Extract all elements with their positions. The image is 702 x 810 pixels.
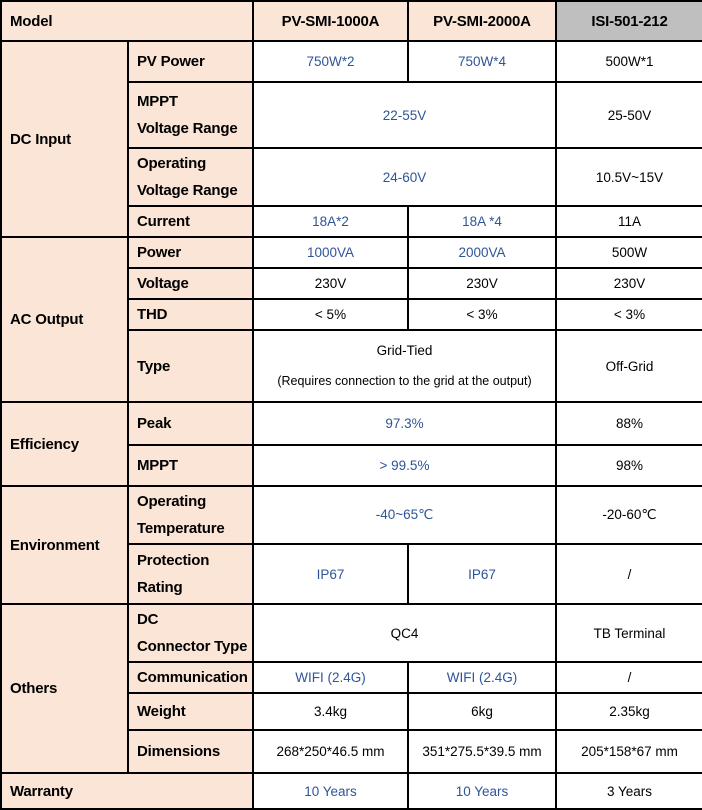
group-label-environment: Environment [10, 536, 100, 554]
row-label-operating-voltage-range [128, 148, 253, 206]
cell-protection-rating-2000a: IP67 [408, 544, 556, 604]
row-label-weight [128, 693, 253, 730]
group-cell-others [1, 604, 128, 773]
group-cell-dc-input [1, 41, 128, 237]
group-label-dc-input: DC Input [10, 130, 71, 148]
cell-warranty-1000a: 10 Years [253, 773, 408, 809]
cell-dimensions-2000a: 351*275.5*39.5 mm [408, 730, 556, 773]
cell-ac-power-2000a: 2000VA [408, 237, 556, 268]
label-line: THD [137, 306, 168, 323]
label-line: Voltage [137, 275, 189, 292]
row-label-mppt-voltage-range [128, 82, 253, 148]
row-pv-power [1, 41, 702, 82]
label-line: Operating [137, 155, 207, 172]
cell-current-1000a: 18A*2 [253, 206, 408, 237]
row-warranty [1, 773, 702, 809]
label-line: Power [137, 244, 182, 261]
cell-dc-connector-type-merged: QC4 [253, 604, 556, 662]
cell-dc-connector-type-isi: TB Terminal [556, 604, 702, 662]
label-line: DC [137, 611, 159, 628]
row-operating-temperature [1, 486, 702, 544]
cell-protection-rating-1000a: IP67 [253, 544, 408, 604]
cell-operating-voltage-range-merged: 24-60V [253, 148, 556, 206]
cell-ac-voltage-1000a: 230V [253, 268, 408, 299]
row-label-ac-voltage [128, 268, 253, 299]
group-cell-environment [1, 486, 128, 604]
cell-current-isi: 11A [556, 206, 702, 237]
cell-mppt-voltage-range-isi: 25-50V [556, 82, 702, 148]
cell-efficiency-mppt-merged: > 99.5% [253, 445, 556, 486]
label-line: Protection [137, 552, 210, 569]
row-ac-power [1, 237, 702, 268]
cell-peak-isi: 88% [556, 402, 702, 445]
warranty-label-cell [1, 773, 253, 809]
cell-ac-power-1000a: 1000VA [253, 237, 408, 268]
cell-warranty-isi: 3 Years [556, 773, 702, 809]
cell-protection-rating-isi: / [556, 544, 702, 604]
group-label-ac-output: AC Output [10, 311, 84, 328]
cell-communication-1000a: WIFI (2.4G) [253, 662, 408, 693]
cell-ac-power-isi: 500W [556, 237, 702, 268]
label-line: MPPT [137, 93, 178, 110]
cell-efficiency-mppt-isi: 98% [556, 445, 702, 486]
cell-communication-2000a: WIFI (2.4G) [408, 662, 556, 693]
cell-operating-voltage-range-isi: 10.5V~15V [556, 148, 702, 206]
cell-thd-1000a: < 5% [253, 299, 408, 330]
row-dc-connector-type [1, 604, 702, 662]
cell-ac-type-isi: Off-Grid [556, 330, 702, 402]
label-line: Dimensions [137, 743, 221, 760]
row-label-dimensions [128, 730, 253, 773]
ac-type-line-1: Grid-Tied [376, 343, 433, 358]
label-line: Operating [137, 493, 207, 510]
cell-communication-isi: / [556, 662, 702, 693]
label-line: Voltage Range [137, 182, 238, 199]
cell-thd-2000a: < 3% [408, 299, 556, 330]
group-label-others: Others [10, 680, 58, 697]
row-label-peak [128, 402, 253, 445]
cell-current-2000a: 18A *4 [408, 206, 556, 237]
row-label-operating-temperature [128, 486, 253, 544]
cell-dimensions-1000a: 268*250*46.5 mm [253, 730, 408, 773]
row-label-efficiency-mppt [128, 445, 253, 486]
row-label-current [128, 206, 253, 237]
group-cell-efficiency [1, 402, 128, 486]
label-line: PV Power [137, 53, 205, 70]
label-line: Current [137, 213, 190, 230]
header-row [1, 1, 702, 41]
cell-pv-power-2000a: 750W*4 [408, 41, 556, 82]
model-header-label: Model [10, 12, 53, 30]
label-line: Type [137, 357, 171, 375]
row-efficiency-peak [1, 402, 702, 445]
cell-ac-type-merged [253, 330, 556, 402]
cell-operating-temperature-isi: -20-60℃ [556, 486, 702, 544]
label-line: Rating [137, 579, 183, 596]
row-label-ac-type [128, 330, 253, 402]
group-cell-ac-output [1, 237, 128, 402]
cell-pv-power-isi: 500W*1 [556, 41, 702, 82]
row-label-thd [128, 299, 253, 330]
ac-type-line-2: (Requires connection to the grid at the output) [277, 374, 532, 388]
cell-warranty-2000a: 10 Years [408, 773, 556, 809]
cell-thd-isi: < 3% [556, 299, 702, 330]
row-label-ac-power [128, 237, 253, 268]
cell-pv-power-1000a: 750W*2 [253, 41, 408, 82]
label-line: Weight [137, 703, 186, 720]
cell-weight-isi: 2.35kg [556, 693, 702, 730]
cell-weight-2000a: 6kg [408, 693, 556, 730]
label-line: Communication [137, 669, 248, 686]
cell-peak-merged: 97.3% [253, 402, 556, 445]
cell-dimensions-isi: 205*158*67 mm [556, 730, 702, 773]
model-header-cell [1, 1, 253, 41]
label-line: MPPT [137, 457, 178, 474]
label-line: Peak [137, 415, 172, 432]
label-line: Temperature [137, 520, 225, 537]
cell-ac-voltage-2000a: 230V [408, 268, 556, 299]
cell-operating-temperature-merged: -40~65℃ [253, 486, 556, 544]
row-label-communication [128, 662, 253, 693]
product-header-isi-501-212: ISI-501-212 [556, 1, 702, 41]
row-label-pv-power [128, 41, 253, 82]
group-label-efficiency: Efficiency [10, 435, 79, 453]
row-label-dc-connector-type [128, 604, 253, 662]
cell-weight-1000a: 3.4kg [253, 693, 408, 730]
warranty-label: Warranty [10, 782, 73, 800]
product-header-pv-smi-2000a: PV-SMI-2000A [408, 1, 556, 41]
row-label-protection-rating [128, 544, 253, 604]
cell-mppt-voltage-range-merged: 22-55V [253, 82, 556, 148]
cell-ac-voltage-isi: 230V [556, 268, 702, 299]
label-line: Voltage Range [137, 120, 238, 137]
product-header-pv-smi-1000a: PV-SMI-1000A [253, 1, 408, 41]
label-line: Connector Type [137, 638, 248, 655]
